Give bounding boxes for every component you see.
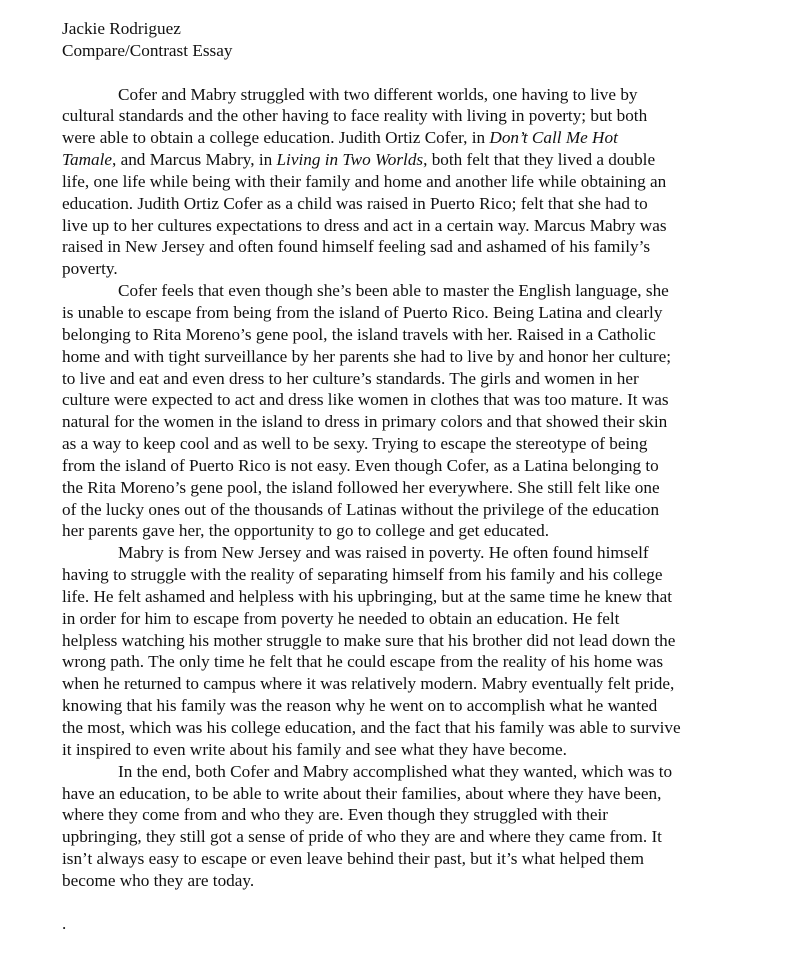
line-text: Cofer feels that even though she’s been able to master the English language, she bbox=[118, 281, 669, 301]
paragraph-line bbox=[62, 586, 752, 608]
paragraph-line bbox=[62, 499, 752, 521]
line-text: the Rita Moreno’s gene pool, the island followed her everywhere. She still felt like one bbox=[62, 477, 660, 497]
essay-paragraph bbox=[62, 542, 752, 760]
line-text: education. Judith Ortiz Cofer as a child was raised in Puerto Rico; felt that she had to bbox=[62, 193, 648, 213]
assignment-title: Compare/Contrast Essay bbox=[62, 40, 233, 60]
line-text: isn’t always easy to escape or even leave behind their past, but it’s what helped them bbox=[62, 849, 644, 869]
line-text: her parents gave her, the opportunity to go to college and get educated. bbox=[62, 521, 550, 541]
line-text: is unable to escape from being from the island of Puerto Rico. Being Latina and clearly bbox=[62, 302, 663, 322]
line-text: where they come from and who they are. Even though they struggled with their bbox=[62, 805, 609, 825]
paragraph-line bbox=[62, 324, 752, 346]
trailing-mark: . bbox=[62, 914, 67, 933]
line-text: , both felt that they lived a double bbox=[423, 150, 656, 170]
line-text: home and with tight surveillance by her parents she had to live by and honor her culture; bbox=[62, 346, 672, 366]
author-name: Jackie Rodriguez bbox=[62, 19, 181, 38]
line-text: as a way to keep cool and as well to be sexy. Trying to escape the stereotype of being bbox=[62, 434, 648, 454]
paragraph-line bbox=[62, 149, 752, 171]
paragraph-line bbox=[62, 171, 752, 193]
line-text: upbringing, they still got a sense of pride of who they are and where they came from. It bbox=[62, 827, 662, 847]
paragraph-line bbox=[62, 520, 752, 542]
line-text: live up to her cultures expectations to dress and act in a certain way. Marcus Mabry was bbox=[62, 215, 667, 235]
paragraph-line bbox=[62, 695, 752, 717]
paragraph-line bbox=[62, 236, 752, 258]
paragraph-line bbox=[62, 717, 752, 739]
line-text: In the end, both Cofer and Mabry accomplished what they wanted, which was to bbox=[118, 761, 673, 781]
paragraph-line bbox=[62, 848, 752, 870]
line-text: from the island of Puerto Rico is not easy. Even though Cofer, as a Latina belonging to bbox=[62, 455, 659, 475]
paragraph-line bbox=[62, 651, 752, 673]
line-text: Mabry is from New Jersey and was raised in poverty. He often found himself bbox=[118, 543, 649, 563]
paragraph-line bbox=[62, 564, 752, 586]
line-text: the most, which was his college education, and the fact that his family was able to survive bbox=[62, 718, 681, 737]
line-text: become who they are today. bbox=[62, 870, 255, 890]
line-text: it inspired to even write about his family and see what they have become. bbox=[62, 739, 567, 759]
italic-title: Tamale bbox=[62, 150, 112, 170]
paragraph-line bbox=[62, 433, 752, 455]
paragraph-line bbox=[62, 870, 752, 892]
line-text: culture were expected to act and dress like women in clothes that was too mature. It was bbox=[62, 390, 669, 410]
paragraph-line bbox=[62, 346, 752, 368]
line-text: in order for him to escape from poverty he needed to obtain an education. He felt bbox=[62, 608, 620, 628]
paragraph-line bbox=[62, 761, 752, 783]
paragraph-line bbox=[62, 411, 752, 433]
paragraph-line bbox=[62, 193, 752, 215]
line-text: wrong path. The only time he felt that he could escape from the reality of his home was bbox=[62, 652, 664, 672]
essay-paragraph bbox=[62, 280, 752, 542]
paragraph-line bbox=[62, 258, 752, 280]
line-text: have an education, to be able to write about their families, about where they have been, bbox=[62, 783, 662, 803]
essay-paragraph bbox=[62, 84, 752, 281]
paragraph-line bbox=[62, 673, 752, 695]
line-text: poverty. bbox=[62, 259, 118, 279]
line-text: of the lucky ones out of the thousands of Latinas without the privilege of the education bbox=[62, 499, 660, 519]
line-text: knowing that his family was the reason why he went on to accomplish what he wanted bbox=[62, 696, 658, 716]
line-text: raised in New Jersey and often found himself feeling sad and ashamed of his family’s bbox=[62, 237, 651, 257]
line-text: helpless watching his mother struggle to make sure that his brother did not lead down the bbox=[62, 630, 676, 650]
paragraph-line bbox=[62, 804, 752, 826]
paragraph-line bbox=[62, 739, 752, 761]
paragraph-line bbox=[62, 608, 752, 630]
line-text: to live and eat and even dress to her culture’s standards. The girls and women in her bbox=[62, 368, 639, 388]
paragraph-line bbox=[62, 368, 752, 390]
line-text: having to struggle with the reality of separating himself from his family and his college bbox=[62, 565, 663, 585]
paragraph-line bbox=[62, 455, 752, 477]
paragraph-line bbox=[62, 542, 752, 564]
line-text: were able to obtain a college education. Judith Ortiz Cofer, in bbox=[62, 128, 490, 148]
line-text: , and Marcus Mabry, in bbox=[111, 150, 277, 170]
essay-page bbox=[62, 18, 752, 892]
paragraph-line bbox=[62, 127, 752, 149]
paragraph-line bbox=[62, 389, 752, 411]
paragraph-line bbox=[62, 783, 752, 805]
line-text: when he returned to campus where it was relatively modern. Mabry eventually felt pride, bbox=[62, 674, 675, 694]
essay-paragraph bbox=[62, 761, 752, 892]
essay-body bbox=[62, 84, 752, 892]
header-spacer bbox=[62, 62, 752, 84]
paragraph-line bbox=[62, 84, 752, 106]
paragraph-line bbox=[62, 302, 752, 324]
line-text: natural for the women in the island to dress in primary colors and that showed their skin bbox=[62, 412, 668, 432]
paragraph-line bbox=[62, 105, 752, 127]
paragraph-line bbox=[62, 477, 752, 499]
line-text: life. He felt ashamed and helpless with his upbringing, but at the same time he knew that bbox=[62, 586, 673, 606]
paragraph-line bbox=[62, 280, 752, 302]
line-text: belonging to Rita Moreno’s gene pool, the island travels with her. Raised in a Catholic bbox=[62, 324, 656, 344]
line-text: cultural standards and the other having to face reality with living in poverty; but both bbox=[62, 106, 648, 126]
italic-title: Don’t Call Me Hot bbox=[489, 128, 618, 148]
paragraph-line bbox=[62, 826, 752, 848]
italic-title: Living in Two Worlds bbox=[276, 150, 424, 170]
line-text: life, one life while being with their family and home and another life while obtaining an bbox=[62, 171, 667, 191]
line-text: Cofer and Mabry struggled with two different worlds, one having to live by bbox=[118, 84, 638, 104]
paragraph-line bbox=[62, 630, 752, 652]
paragraph-line bbox=[62, 215, 752, 237]
